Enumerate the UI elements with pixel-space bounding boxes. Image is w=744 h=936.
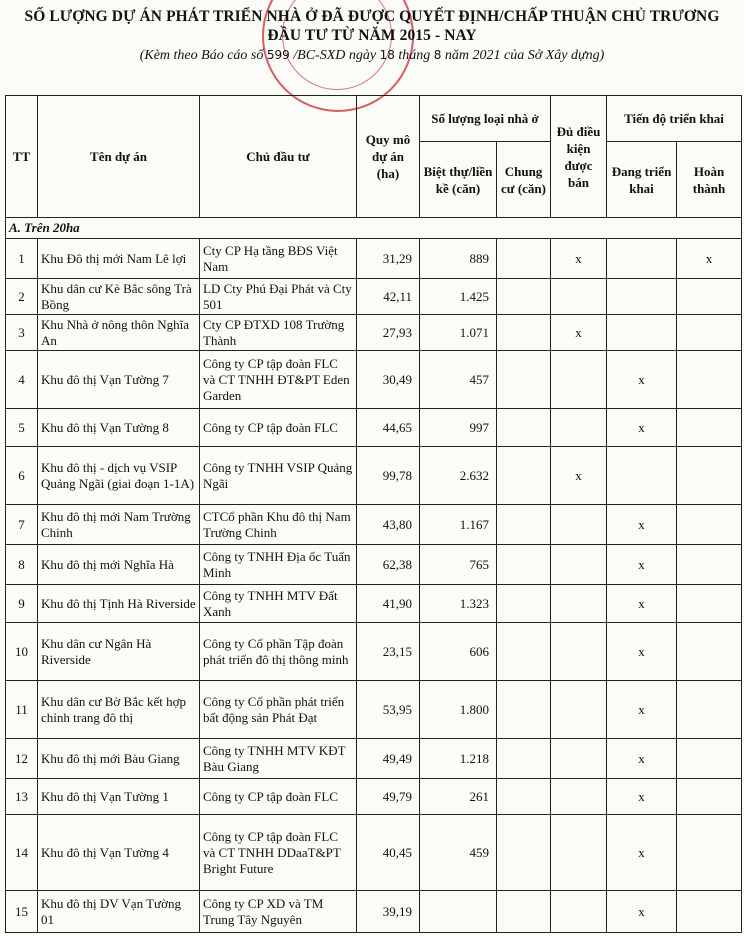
table-row	[6, 279, 742, 315]
cell-done	[677, 815, 742, 891]
table-row	[6, 409, 742, 447]
cell-villa: 457	[420, 351, 497, 409]
cell-scale: 42,11	[357, 279, 420, 315]
cell-eligible	[551, 351, 607, 409]
cell-in-progress: x	[607, 351, 677, 409]
cell-owner: Công ty Cổ phần Tập đoàn phát triển đô thị thông minh	[200, 623, 357, 681]
cell-done	[677, 681, 742, 739]
cell-project-name: Khu đô thị Tịnh Hà Riverside	[38, 585, 200, 623]
cell-in-progress: x	[607, 585, 677, 623]
report-day: 18	[379, 48, 395, 62]
cell-scale: 49,49	[357, 739, 420, 779]
cell-eligible	[551, 739, 607, 779]
section-heading: A. Trên 20ha	[6, 218, 742, 239]
cell-in-progress	[607, 279, 677, 315]
cell-eligible	[551, 409, 607, 447]
cell-owner: Công ty TNHH MTV KĐT Bàu Giang	[200, 739, 357, 779]
col-header-progress-group: Tiến độ triển khai	[607, 96, 742, 142]
report-month: 8	[433, 48, 442, 62]
col-header-apartment: Chung cư (căn)	[497, 142, 551, 218]
cell-eligible: x	[551, 315, 607, 351]
cell-villa: 1.167	[420, 505, 497, 545]
cell-done	[677, 739, 742, 779]
table-row	[6, 585, 742, 623]
cell-project-name: Khu Đô thị mới Nam Lê lợi	[38, 239, 200, 279]
cell-apartment	[497, 409, 551, 447]
cell-project-name: Khu đô thị Vạn Tường 4	[38, 815, 200, 891]
col-header-name: Tên dự án	[38, 96, 200, 218]
cell-in-progress: x	[607, 505, 677, 545]
cell-scale: 49,79	[357, 779, 420, 815]
cell-done	[677, 779, 742, 815]
report-reference: (Kèm theo Báo cáo số 599 /BC-SXD ngày 18 tháng 8 năm 2021 của Sở Xây dựng)	[139, 48, 605, 63]
cell-in-progress: x	[607, 623, 677, 681]
cell-scale: 31,29	[357, 239, 420, 279]
cell-apartment	[497, 545, 551, 585]
cell-owner: Cty CP ĐTXD 108 Trường Thành	[200, 315, 357, 351]
cell-eligible: x	[551, 447, 607, 505]
col-header-done: Hoàn thành	[677, 142, 742, 218]
cell-in-progress: x	[607, 681, 677, 739]
cell-in-progress	[607, 239, 677, 279]
cell-tt: 7	[6, 505, 38, 545]
cell-tt: 11	[6, 681, 38, 739]
cell-eligible	[551, 545, 607, 585]
cell-project-name: Khu đô thị Vạn Tường 8	[38, 409, 200, 447]
cell-done	[677, 315, 742, 351]
cell-owner: Công ty TNHH MTV Đất Xanh	[200, 585, 357, 623]
cell-villa: 1.425	[420, 279, 497, 315]
cell-tt: 14	[6, 815, 38, 891]
table-row	[6, 891, 742, 933]
page-title: SỐ LƯỢNG DỰ ÁN PHÁT TRIỂN NHÀ Ở ĐÃ ĐƯỢC QUYẾT ĐỊNH/CHẤP THUẬN CHỦ TRƯƠNG	[24, 8, 720, 25]
table-row	[6, 351, 742, 409]
cell-villa: 1.218	[420, 739, 497, 779]
cell-villa: 261	[420, 779, 497, 815]
cell-project-name: Khu đô thị - dịch vụ VSIP Quảng Ngãi (giai đoạn 1-1A)	[38, 447, 200, 505]
cell-eligible: x	[551, 239, 607, 279]
cell-in-progress: x	[607, 815, 677, 891]
cell-owner: Công ty CP XD và TM Trung Tây Nguyên	[200, 891, 357, 933]
cell-apartment	[497, 815, 551, 891]
cell-project-name: Khu đô thị Vạn Tường 1	[38, 779, 200, 815]
cell-in-progress: x	[607, 779, 677, 815]
cell-eligible	[551, 585, 607, 623]
cell-owner: CTCổ phần Khu đô thị Nam Trường Chinh	[200, 505, 357, 545]
cell-project-name: Khu đô thị mới Bàu Giang	[38, 739, 200, 779]
cell-in-progress	[607, 447, 677, 505]
cell-apartment	[497, 279, 551, 315]
cell-owner: Công ty TNHH VSIP Quảng Ngãi	[200, 447, 357, 505]
cell-villa: 889	[420, 239, 497, 279]
cell-in-progress: x	[607, 891, 677, 933]
cell-tt: 13	[6, 779, 38, 815]
cell-done	[677, 545, 742, 585]
col-header-eligible: Đủ điều kiện được bán	[551, 96, 607, 218]
cell-done	[677, 351, 742, 409]
cell-eligible	[551, 681, 607, 739]
col-header-owner: Chủ đầu tư	[200, 96, 357, 218]
cell-scale: 43,80	[357, 505, 420, 545]
cell-eligible	[551, 505, 607, 545]
cell-tt: 8	[6, 545, 38, 585]
cell-apartment	[497, 505, 551, 545]
cell-villa: 2.632	[420, 447, 497, 505]
table-row	[6, 239, 742, 279]
cell-apartment	[497, 681, 551, 739]
cell-owner: Công ty CP tập đoàn FLC và CT TNHH DDaaT&PT Bright Future	[200, 815, 357, 891]
cell-tt: 3	[6, 315, 38, 351]
cell-tt: 15	[6, 891, 38, 933]
cell-project-name: Khu dân cư Ngân Hà Riverside	[38, 623, 200, 681]
page-title-line2: ĐẦU TƯ TỪ NĂM 2015 - NAY	[267, 27, 477, 44]
cell-in-progress: x	[607, 409, 677, 447]
cell-in-progress: x	[607, 545, 677, 585]
cell-scale: 62,38	[357, 545, 420, 585]
cell-in-progress: x	[607, 739, 677, 779]
cell-villa: 1.071	[420, 315, 497, 351]
cell-apartment	[497, 623, 551, 681]
cell-apartment	[497, 585, 551, 623]
cell-tt: 2	[6, 279, 38, 315]
cell-villa: 1.800	[420, 681, 497, 739]
cell-project-name: Khu đô thị DV Vạn Tường 01	[38, 891, 200, 933]
col-header-scale: Quy mô dự án (ha)	[357, 96, 420, 218]
cell-tt: 1	[6, 239, 38, 279]
cell-scale: 44,65	[357, 409, 420, 447]
col-header-tt: TT	[6, 96, 38, 218]
cell-apartment	[497, 891, 551, 933]
cell-scale: 30,49	[357, 351, 420, 409]
col-header-house-group: Số lượng loại nhà ở	[420, 96, 551, 142]
cell-tt: 12	[6, 739, 38, 779]
cell-villa: 606	[420, 623, 497, 681]
table-row	[6, 681, 742, 739]
cell-villa	[420, 891, 497, 933]
cell-eligible	[551, 891, 607, 933]
cell-project-name: Khu dân cư Kè Bắc sông Trà Bồng	[38, 279, 200, 315]
cell-done	[677, 279, 742, 315]
cell-scale: 53,95	[357, 681, 420, 739]
cell-done	[677, 585, 742, 623]
cell-villa: 997	[420, 409, 497, 447]
table-row	[6, 815, 742, 891]
table-row	[6, 779, 742, 815]
cell-project-name: Khu đô thị mới Nam Trường Chinh	[38, 505, 200, 545]
cell-scale: 40,45	[357, 815, 420, 891]
cell-tt: 6	[6, 447, 38, 505]
cell-owner: Công ty Cổ phần phát triển bất động sản Phát Đạt	[200, 681, 357, 739]
col-header-villa: Biệt thự/liền kề (căn)	[420, 142, 497, 218]
cell-project-name: Khu đô thị Vạn Tường 7	[38, 351, 200, 409]
cell-owner: Công ty TNHH Địa ốc Tuấn Minh	[200, 545, 357, 585]
cell-eligible	[551, 779, 607, 815]
cell-tt: 5	[6, 409, 38, 447]
cell-eligible	[551, 279, 607, 315]
cell-apartment	[497, 447, 551, 505]
cell-scale: 23,15	[357, 623, 420, 681]
cell-done	[677, 891, 742, 933]
report-number: 599	[266, 48, 290, 62]
cell-tt: 10	[6, 623, 38, 681]
project-table	[5, 95, 742, 933]
cell-done	[677, 447, 742, 505]
cell-villa: 459	[420, 815, 497, 891]
cell-scale: 27,93	[357, 315, 420, 351]
cell-owner: Công ty CP tập đoàn FLC và CT TNHH ĐT&PT Eden Garden	[200, 351, 357, 409]
cell-done	[677, 505, 742, 545]
cell-owner: Công ty CP tập đoàn FLC	[200, 409, 357, 447]
cell-scale: 99,78	[357, 447, 420, 505]
cell-apartment	[497, 779, 551, 815]
cell-villa: 765	[420, 545, 497, 585]
cell-scale: 39,19	[357, 891, 420, 933]
table-row	[6, 505, 742, 545]
cell-done: x	[677, 239, 742, 279]
cell-scale: 41,90	[357, 585, 420, 623]
table-row	[6, 315, 742, 351]
cell-project-name: Khu dân cư Bờ Bắc kết hợp chỉnh trang đô thị	[38, 681, 200, 739]
cell-done	[677, 623, 742, 681]
table-row	[6, 545, 742, 585]
cell-project-name: Khu đô thị mới Nghĩa Hà	[38, 545, 200, 585]
cell-apartment	[497, 315, 551, 351]
cell-eligible	[551, 815, 607, 891]
cell-owner: Công ty CP tập đoàn FLC	[200, 779, 357, 815]
cell-apartment	[497, 739, 551, 779]
cell-villa: 1.323	[420, 585, 497, 623]
table-row	[6, 447, 742, 505]
cell-owner: Cty CP Hạ tầng BĐS Việt Nam	[200, 239, 357, 279]
col-header-in-progress: Đang triển khai	[607, 142, 677, 218]
cell-tt: 9	[6, 585, 38, 623]
cell-done	[677, 409, 742, 447]
cell-apartment	[497, 239, 551, 279]
cell-eligible	[551, 623, 607, 681]
table-row	[6, 739, 742, 779]
table-row	[6, 623, 742, 681]
cell-apartment	[497, 351, 551, 409]
cell-owner: LD Cty Phú Đại Phát và Cty 501	[200, 279, 357, 315]
cell-in-progress	[607, 315, 677, 351]
cell-tt: 4	[6, 351, 38, 409]
cell-project-name: Khu Nhà ở nông thôn Nghĩa An	[38, 315, 200, 351]
